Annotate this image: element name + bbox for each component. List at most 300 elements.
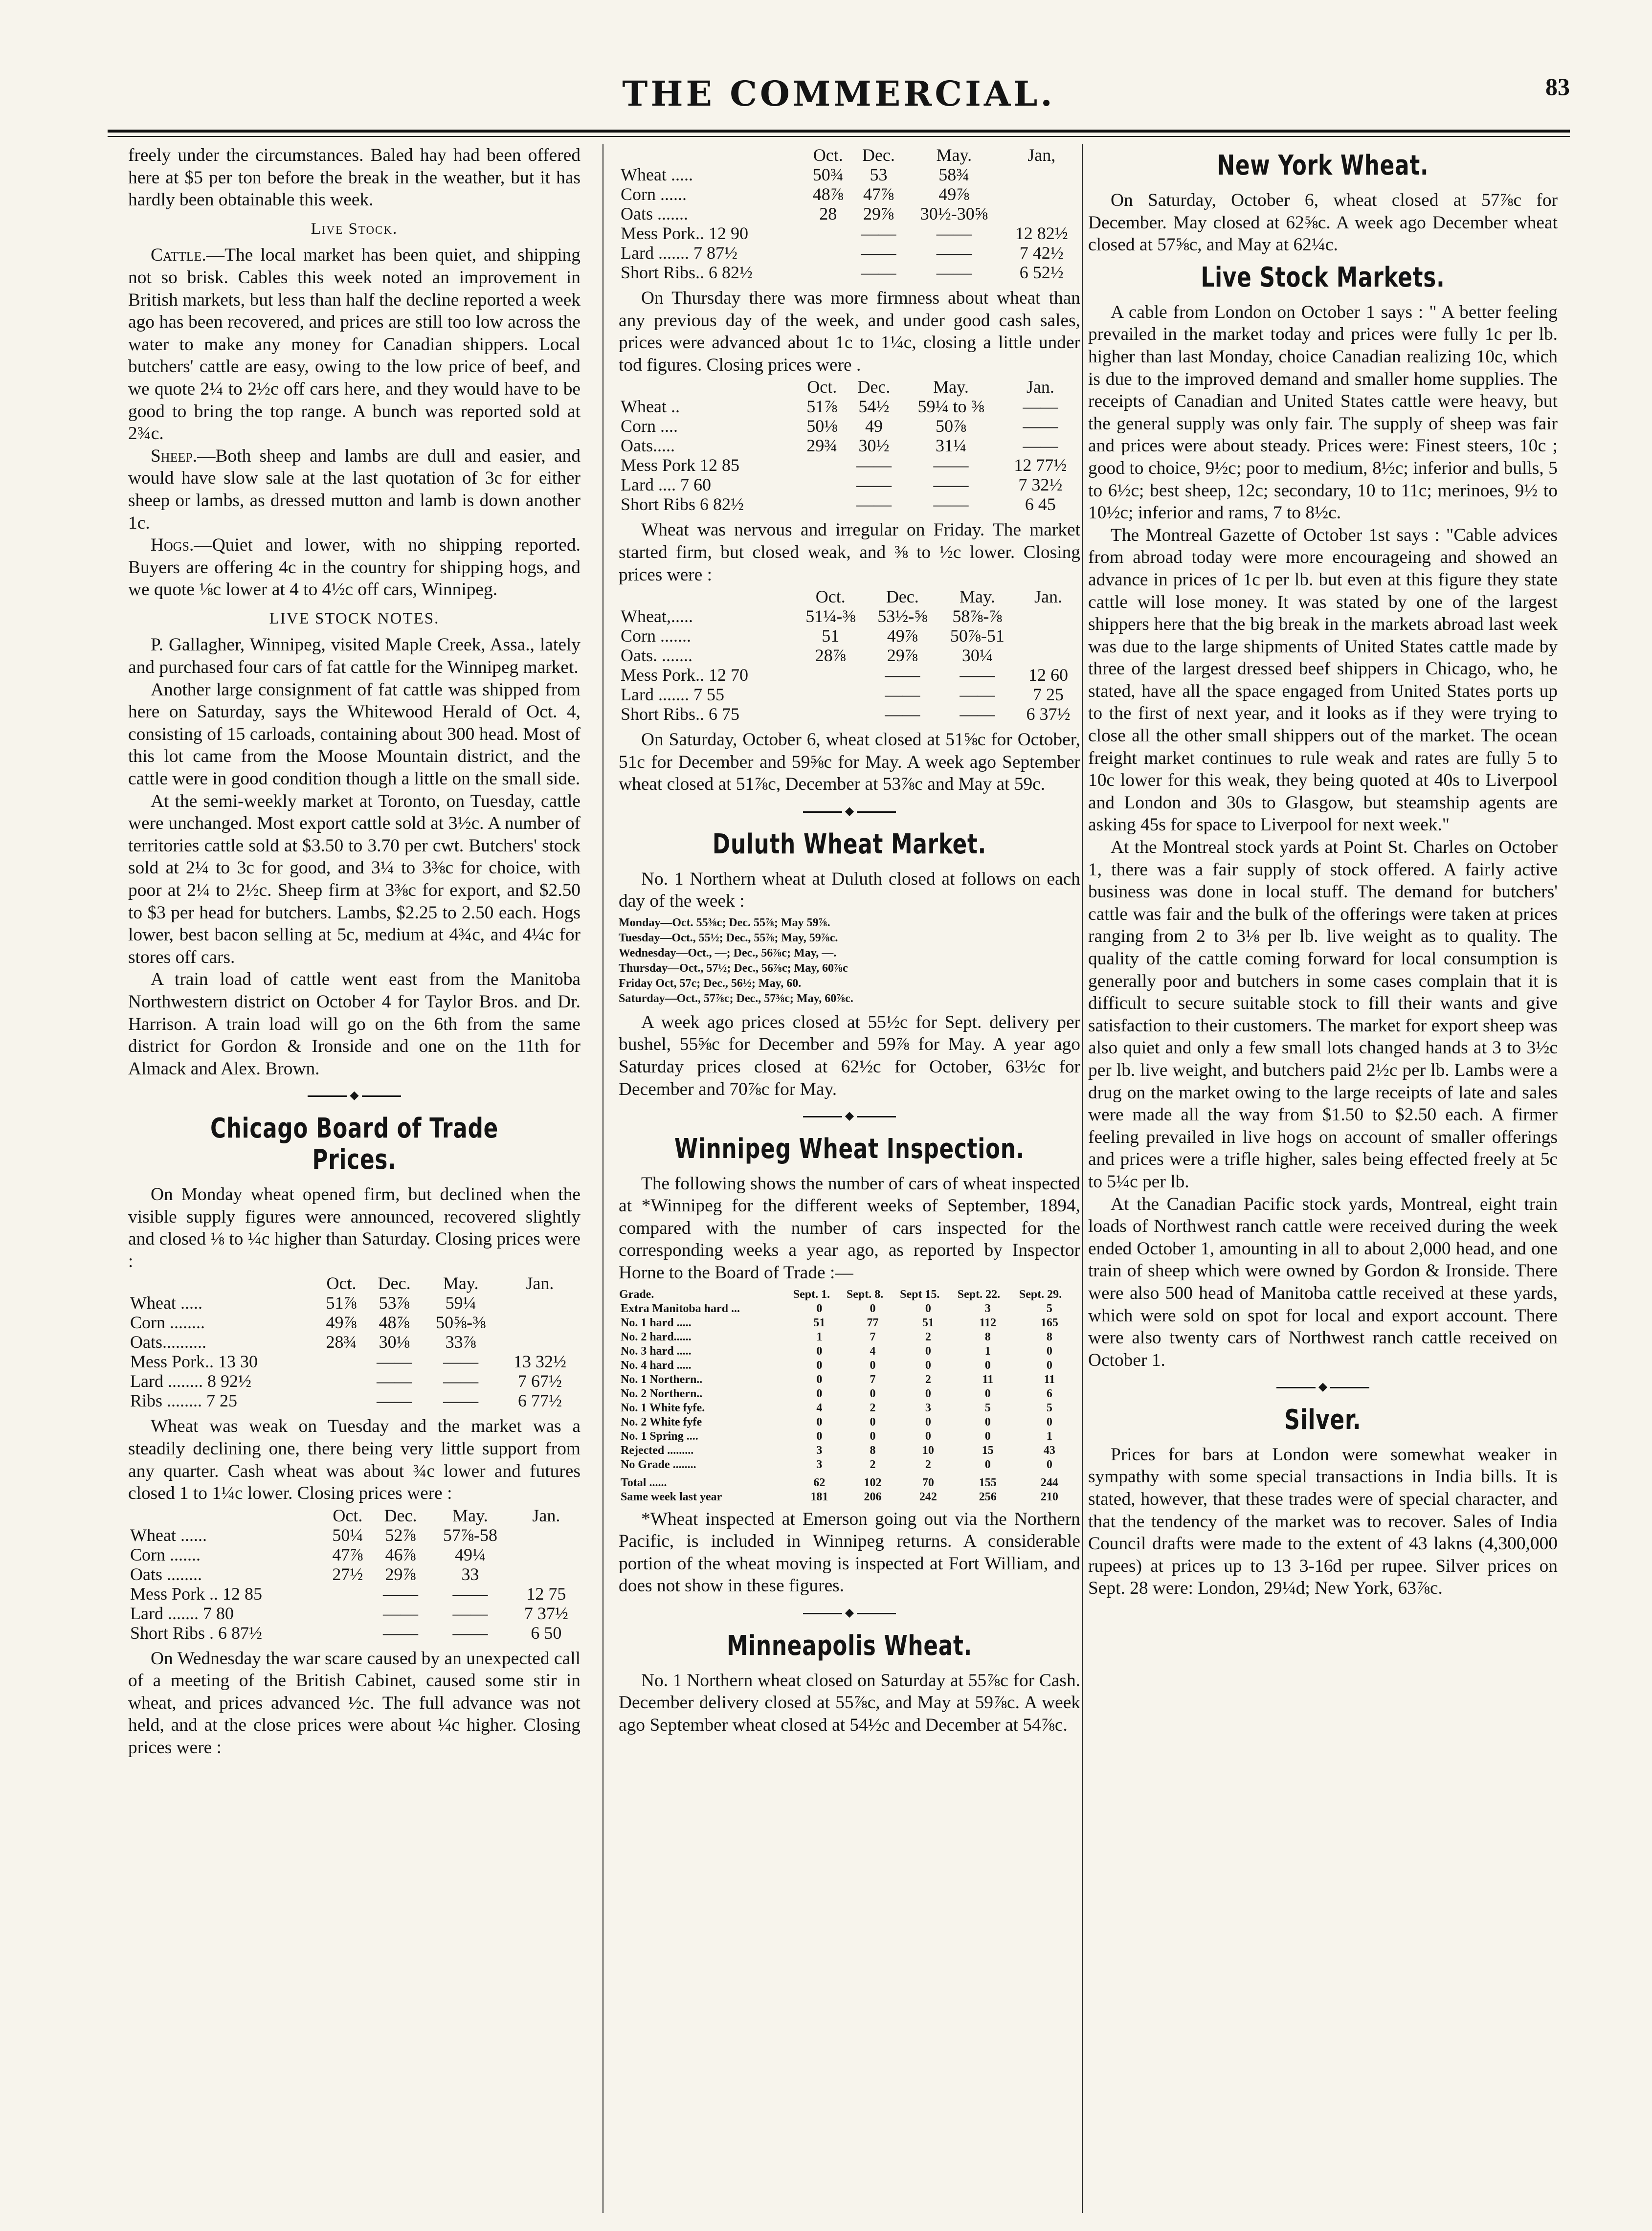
- price-cell: ——: [885, 685, 920, 705]
- price-cell: ——: [936, 243, 972, 263]
- commodity-cell: Wheat .....: [130, 1293, 202, 1313]
- column-header: Oct.: [815, 587, 846, 607]
- inspection-row: [619, 1444, 1080, 1458]
- count-cell: 2: [925, 1458, 931, 1471]
- hogs-paragraph: [128, 534, 580, 601]
- cpr-yards-paragraph: At the Canadian Pacific stock yards, Montreal, eight train loads of Northwest ranch cattle were received during the week ended October 1, amounting in all to about 2,000 head, and one train of sheep which were owned by Gordon & Ironside. There were also 500 head of Manitoba cattle received at these yards, which were sold on spot for local and export account. There were also twenty cars of Northwest ranch cattle received on October 1.: [1088, 1194, 1558, 1370]
- column-header: Dec.: [384, 1505, 417, 1525]
- column-header: Dec.: [857, 377, 891, 397]
- minneapolis-paragraph: No. 1 Northern wheat closed on Saturday at 55⅞c for Cash. December delivery closed at 55⅞c, and May at 59⅞c. A week ago September wheat closed at 54½c and December at 54⅞c.: [619, 1670, 1080, 1735]
- price-row: [619, 165, 1080, 184]
- count-cell: 3: [925, 1401, 931, 1414]
- price-cell: 47⅞: [332, 1544, 363, 1564]
- price-cell: 6 37½: [1026, 704, 1071, 724]
- inspection-row: [619, 1316, 1080, 1330]
- inspection-row: [619, 1490, 1080, 1504]
- price-cell: 50⅞: [936, 416, 966, 436]
- friday-paragraph: Wheat was nervous and irregular on Friday. The market started firm, but closed weak, and ⅜ to ½c lower. Closing prices were :: [619, 520, 1080, 585]
- price-cell: [499, 1293, 580, 1313]
- price-cell: 57⅞-58: [443, 1525, 497, 1545]
- price-cell: 27½: [332, 1564, 363, 1584]
- inspection-row: [619, 1359, 1080, 1373]
- price-row: [128, 1293, 580, 1313]
- price-cell: 7 42½: [1019, 243, 1064, 263]
- price-row: [619, 646, 1080, 665]
- count-cell: 112: [979, 1316, 997, 1329]
- inspection-table: [619, 1287, 1080, 1504]
- price-cell: 30¼: [961, 646, 993, 666]
- silver-heading: Silver.: [1284, 1404, 1362, 1436]
- column-header: May.: [936, 145, 972, 165]
- count-cell: 11: [982, 1373, 994, 1386]
- count-cell: 62: [813, 1476, 826, 1489]
- count-cell: 8: [870, 1444, 876, 1457]
- price-cell: 49¼: [454, 1544, 486, 1564]
- column-header: [619, 145, 804, 165]
- count-cell: 256: [979, 1490, 997, 1503]
- consignment-paragraph: Another large consignment of fat cattle was shipped from here on Saturday, says the Whitewood Herald of Oct. 4, consisting of 15 carloads, containing about 300 head. Most of this lot came from the Moose Mountain district, and the cattle were in good condition though a little on the small side.: [128, 679, 580, 789]
- commodity-cell: Mess Pork.. 12 70: [621, 665, 749, 685]
- price-cell: [795, 665, 867, 685]
- section-ornament: ◆: [128, 1085, 580, 1107]
- price-cell: 7 37½: [524, 1603, 568, 1623]
- price-cell: ——: [933, 475, 969, 495]
- price-cell: ——: [856, 455, 892, 475]
- column-1: [128, 144, 580, 2213]
- count-cell: 1: [816, 1330, 823, 1343]
- london-cable-paragraph: A cable from London on October 1 says : " A better feeling prevailed in the market today and prices were fully 1c per lb. higher than last Monday, choice Canadian realizing 10c, which is due to the improved demand and smaller home supplies. The receipts of Canadian and United States cattle were heavy, but the general supply was only fair. The supply of sheep was fair and prices were about steady. Prices were: Finest steers, 10c ; good to choice, 9½c; poor to medium, 8½c; inferior and bulls, 5 to 6½c; best sheep, 12c; secondary, 10 to 11c; merinoes, 9½ to 10½c; inferior and rams, 7 to 8½c.: [1088, 302, 1558, 523]
- count-cell: 8: [1046, 1330, 1052, 1343]
- price-row: [619, 397, 1080, 416]
- count-cell: 244: [1040, 1476, 1058, 1489]
- price-cell: 12 77½: [1014, 455, 1067, 475]
- price-cell: ——: [861, 243, 896, 263]
- count-cell: 0: [816, 1387, 823, 1400]
- monday-prices-table: [128, 1273, 580, 1410]
- duluth-day-line: Tuesday—Oct., 55½; Dec., 55⅞; May, 59⅞c.: [619, 931, 838, 944]
- count-cell: 1: [1046, 1429, 1052, 1443]
- price-row: [619, 704, 1080, 724]
- commodity-cell: Wheat,.....: [621, 606, 693, 626]
- column-header: Jan.: [1034, 587, 1062, 607]
- price-row: [619, 665, 1080, 685]
- column-header: [619, 587, 795, 606]
- gazette-paragraph: The Montreal Gazette of October 1st says : "Cable advices from abroad today were more encourageing and showed an advance in prices of 1c per lb. but even at this figure they state cattle will lose money. It was stated by one of the largest shippers here that the big break in the markets abroad last week was due to the large shipments of United States cattle made by three of the largest dressed beef shippers in Chicago, who, he stated, have all the space engaged from United States ports up to the first of next year, and it looks as if they were trying to close all the other small shippers out of the market. The ocean freight market continues to rule weak and rates are fully 5 to 10c lower for this weak, they being quoted at 40s to Liverpool and London and 30s to Glasgow, but steamship agents are asking 45s for space to Liverpool for next week.": [1088, 525, 1558, 835]
- price-cell: [1016, 646, 1080, 665]
- price-cell: [1016, 606, 1080, 626]
- price-cell: 6 45: [1025, 494, 1056, 514]
- count-cell: 0: [870, 1387, 876, 1400]
- grade-cell: No. 2 White fyfe: [621, 1415, 702, 1428]
- price-cell: [795, 704, 867, 724]
- commodity-cell: Mess Pork .. 12 85: [130, 1584, 263, 1604]
- price-cell: 28⅞: [815, 646, 846, 666]
- intro-paragraph: freely under the circumstances. Baled hay had been offered here at $5 per ton before the break in the weather, but it has hardly been obtainable this week.: [128, 145, 580, 210]
- count-cell: 4: [870, 1344, 876, 1358]
- price-cell: 28: [819, 204, 837, 223]
- column-header: May.: [933, 377, 969, 397]
- duluth-paragraph: No. 1 Northern wheat at Duluth closed at follows on each day of the week :: [619, 869, 1080, 912]
- count-cell: 15: [982, 1444, 994, 1457]
- count-cell: 0: [925, 1344, 931, 1358]
- price-row: [619, 626, 1080, 646]
- price-cell: 7 32½: [1018, 475, 1063, 495]
- price-cell: 50¼: [332, 1525, 363, 1545]
- commodity-cell: Mess Pork.. 13 30: [130, 1352, 258, 1372]
- count-cell: 0: [870, 1359, 876, 1372]
- section-ornament: ◆: [1088, 1376, 1558, 1399]
- minneapolis-heading: Minneapolis Wheat.: [726, 1629, 973, 1662]
- commodity-cell: Mess Pork.. 12 90: [621, 223, 749, 243]
- price-cell: 50⅝-⅜: [436, 1313, 486, 1333]
- price-cell: 50⅛: [806, 416, 838, 436]
- live-stock-markets-heading: Live Stock Markets.: [1201, 261, 1445, 293]
- count-cell: 4: [816, 1401, 823, 1414]
- emerson-paragraph: *Wheat inspected at Emerson going out via the Northern Pacific, is included in Winnipeg returns. A considerable portion of the wheat moving is inspected at Fort William, and does not show in these figures.: [619, 1509, 1080, 1596]
- commodity-cell: Short Ribs.. 6 82½: [621, 263, 753, 282]
- tuesday-prices-table: [128, 1506, 580, 1643]
- live-stock-notes-subhead: LIVE STOCK NOTES.: [269, 609, 440, 627]
- inspection-column-header: Sept 15.: [900, 1288, 940, 1301]
- price-cell: ——: [383, 1603, 419, 1623]
- count-cell: 6: [1046, 1387, 1052, 1400]
- inspection-row: [619, 1472, 1080, 1490]
- commodity-cell: Oats. .......: [621, 646, 692, 666]
- price-cell: ——: [960, 685, 995, 705]
- count-cell: 7: [870, 1330, 876, 1343]
- count-cell: 0: [925, 1302, 931, 1315]
- price-cell: [1016, 626, 1080, 646]
- commodity-cell: Short Ribs 6 82½: [621, 494, 744, 514]
- count-cell: 155: [979, 1476, 997, 1489]
- price-cell: [316, 1391, 366, 1410]
- count-cell: 0: [816, 1429, 823, 1443]
- price-cell: [316, 1352, 366, 1371]
- cattle-text: —The local market has been quiet, and shipping not so brisk. Cables this week noted an improvement in British markets, but less than half the decline reported a week ago has been recovered, and prices are still too low across the water to make any money for Canadian shippers. Local butchers' cattle are easy, owing to the low price of beef, and we quote 2¼ to 2½c off cars here, and they would have to be good to bring the top range. A bunch was reported sold at 2¾c.: [128, 245, 580, 444]
- price-row: [619, 263, 1080, 282]
- commodity-cell: Ribs ........ 7 25: [130, 1391, 238, 1411]
- count-cell: 0: [1046, 1458, 1052, 1471]
- price-cell: ——: [452, 1623, 488, 1643]
- count-cell: 0: [1046, 1344, 1052, 1358]
- price-cell: ——: [452, 1584, 488, 1604]
- price-cell: 51⅞: [326, 1293, 357, 1313]
- price-cell: [323, 1604, 373, 1623]
- winnipeg-heading: Winnipeg Wheat Inspection.: [674, 1133, 1025, 1165]
- column-header: [128, 1506, 323, 1525]
- price-cell: ——: [443, 1352, 479, 1372]
- wednesday-prices-table: [619, 145, 1080, 282]
- price-cell: ——: [885, 665, 920, 685]
- price-cell: 50¾: [812, 165, 844, 184]
- count-cell: 2: [870, 1401, 876, 1414]
- price-row: [619, 436, 1080, 455]
- price-cell: 51: [822, 626, 840, 646]
- commodity-cell: Wheat .....: [621, 165, 693, 184]
- grade-cell: No. 1 Spring ....: [621, 1429, 698, 1443]
- price-row: [128, 1545, 580, 1564]
- inspection-row: [619, 1344, 1080, 1359]
- count-cell: 102: [864, 1476, 882, 1489]
- price-row: [619, 184, 1080, 204]
- price-cell: 30⅛: [379, 1332, 410, 1352]
- price-cell: 6 52½: [1019, 263, 1064, 282]
- gallagher-paragraph: P. Gallagher, Winnipeg, visited Maple Creek, Assa., lately and purchased four cars of fat cattle for the Winnipeg market.: [128, 635, 580, 678]
- count-cell: 2: [925, 1330, 931, 1343]
- inspection-row: [619, 1330, 1080, 1344]
- price-cell: 59¼: [445, 1293, 476, 1313]
- friday-prices-table: [619, 587, 1080, 724]
- cattle-paragraph: [128, 244, 580, 445]
- price-cell: [804, 243, 852, 263]
- price-cell: 51⅞: [806, 397, 838, 417]
- price-cell: ——: [933, 494, 969, 514]
- duluth-day-line: Monday—Oct. 55⅜c; Dec. 55⅞; May 59⅞.: [619, 916, 830, 929]
- commodity-cell: Lard .... 7 60: [621, 475, 711, 495]
- new-york-paragraph: On Saturday, October 6, wheat closed at 57⅞c for December. May closed at 62⅝c. A week ago December wheat closed at 57⅝c, and May at 62¼c.: [1088, 190, 1558, 255]
- commodity-cell: Oats ........: [130, 1564, 202, 1584]
- price-row: [128, 1525, 580, 1545]
- price-cell: ——: [443, 1371, 479, 1391]
- price-cell: ——: [383, 1623, 419, 1643]
- header-rule: [108, 130, 1570, 133]
- price-row: [619, 606, 1080, 626]
- count-cell: 10: [922, 1444, 934, 1457]
- column-divider: [1082, 144, 1083, 2213]
- price-cell: ——: [1023, 436, 1058, 456]
- section-ornament: ◆: [619, 1602, 1080, 1625]
- grade-cell: No Grade ........: [621, 1458, 696, 1471]
- price-cell: [1003, 165, 1080, 184]
- grade-cell: No. 1 hard .....: [621, 1316, 692, 1329]
- inspection-column-header: Sept. 1.: [793, 1288, 830, 1301]
- section-ornament: ◆: [619, 801, 1080, 823]
- count-cell: 0: [1046, 1359, 1052, 1372]
- column-header: [128, 1273, 316, 1293]
- price-cell: [499, 1332, 580, 1352]
- price-cell: ——: [936, 223, 972, 243]
- count-cell: 77: [867, 1316, 879, 1329]
- price-cell: [499, 1313, 580, 1332]
- price-row: [619, 455, 1080, 475]
- price-row: [128, 1604, 580, 1623]
- monday-paragraph: On Monday wheat opened firm, but declined when the visible supply figures were announced, recovered slightly and closed ⅛ to ¼c higher than Saturday. Closing prices were :: [128, 1184, 580, 1272]
- header-rule-thin: [108, 136, 1570, 137]
- inspection-row: [619, 1373, 1080, 1387]
- inspection-column-header: Sept. 8.: [846, 1288, 884, 1301]
- count-cell: 43: [1043, 1444, 1055, 1457]
- commodity-cell: Lard ........ 8 92½: [130, 1371, 251, 1391]
- column-header: Dec.: [862, 145, 895, 165]
- count-cell: 2: [870, 1458, 876, 1471]
- price-cell: 46⅞: [385, 1544, 416, 1564]
- inspection-row: [619, 1429, 1080, 1444]
- count-cell: 242: [919, 1490, 937, 1503]
- duluth-day-line: Wednesday—Oct., —; Dec., 56⅞c; May, —.: [619, 946, 837, 959]
- price-row: [128, 1313, 580, 1332]
- price-cell: ——: [1023, 397, 1058, 417]
- count-cell: 0: [984, 1415, 991, 1428]
- count-cell: 1: [984, 1344, 991, 1358]
- sheep-label: Sheep.: [151, 446, 198, 466]
- price-cell: [804, 263, 852, 282]
- price-row: [619, 685, 1080, 704]
- price-cell: ——: [377, 1371, 412, 1391]
- price-cell: ——: [936, 263, 972, 282]
- inspection-row: [619, 1415, 1080, 1429]
- hogs-text: —Quiet and lower, with no shipping reported. Buyers are offering 4c in the country for shipping hogs, and we quote ⅛c lower at 4 to 4½c off cars, Winnipeg.: [128, 535, 580, 600]
- price-row: [619, 475, 1080, 494]
- hogs-label: Hogs.: [151, 535, 194, 556]
- grade-cell: No. 4 hard .....: [621, 1359, 692, 1372]
- price-cell: 48⅞: [812, 184, 844, 204]
- commodity-cell: Corn ....: [621, 416, 678, 436]
- price-cell: 49⅞: [326, 1313, 357, 1333]
- duluth-day-line: Saturday—Oct., 57⅞c; Dec., 57⅜c; May, 60⅞c.: [619, 992, 853, 1005]
- price-row: [128, 1623, 580, 1643]
- wednesday-paragraph: On Wednesday the war scare caused by an unexpected call of a meeting of the British Cabinet, caused some stir in wheat, and prices advanced ½c. The full advance was not held, and at the close prices were about ¼c higher. Closing prices were :: [128, 1648, 580, 1758]
- price-cell: [795, 685, 867, 704]
- price-cell: ——: [861, 223, 896, 243]
- duluth-week-ago-paragraph: A week ago prices closed at 55½c for Sept. delivery per bushel, 55⅝c for December and 59⅞ for May. A year ago Saturday prices closed at 62½c for October, 63½c for December and 70⅞c for May.: [619, 1012, 1080, 1099]
- price-cell: 47⅞: [863, 184, 894, 204]
- section-ornament: ◆: [619, 1105, 1080, 1128]
- column-3: [1088, 144, 1558, 2213]
- column-header: Oct.: [807, 377, 837, 397]
- commodity-cell: Short Ribs . 6 87½: [130, 1623, 263, 1643]
- price-cell: ——: [856, 475, 892, 495]
- price-cell: 7 25: [1032, 685, 1064, 705]
- column-header: May.: [960, 587, 995, 607]
- price-cell: [512, 1545, 580, 1564]
- count-cell: 0: [870, 1302, 876, 1315]
- count-cell: 70: [922, 1476, 934, 1489]
- cattle-label: Cattle.: [151, 245, 206, 266]
- commodity-cell: Short Ribs.. 6 75: [621, 704, 740, 724]
- price-row: [128, 1352, 580, 1371]
- commodity-cell: Corn .......: [130, 1544, 201, 1564]
- count-cell: 51: [922, 1316, 934, 1329]
- price-row: [128, 1332, 580, 1352]
- commodity-cell: Oats .......: [621, 204, 688, 223]
- price-cell: ——: [885, 704, 920, 724]
- thursday-paragraph: On Thursday there was more firmness about wheat than any previous day of the week, and under good cash sales, prices were advanced about 1c to 1¼c, closing a little under tod figures. Closing prices were .: [619, 288, 1080, 375]
- price-cell: ——: [377, 1391, 412, 1411]
- grade-cell: No. 1 White fyfe.: [621, 1401, 705, 1414]
- price-cell: [1003, 204, 1080, 223]
- count-cell: 0: [925, 1387, 931, 1400]
- price-row: [128, 1564, 580, 1584]
- column-header: Jan.: [1026, 377, 1054, 397]
- count-cell: 8: [984, 1330, 991, 1343]
- inspection-row: [619, 1387, 1080, 1401]
- train-paragraph: A train load of cattle went east from the Manitoba Northwestern district on October 4 for Taylor Bros. and Dr. Harrison. A train load will go on the 6th from the same district for Gordon & Ironside and one on the 11th for Almack and Alex. Brown.: [128, 969, 580, 1079]
- price-cell: [512, 1564, 580, 1584]
- price-cell: [798, 494, 847, 514]
- column-header: Jan.: [532, 1505, 560, 1525]
- price-row: [619, 204, 1080, 223]
- price-cell: 49⅞: [887, 626, 918, 646]
- count-cell: 0: [870, 1429, 876, 1443]
- price-cell: 12 60: [1028, 665, 1068, 685]
- live-stock-subhead: Live Stock.: [311, 220, 398, 238]
- price-cell: 49: [865, 416, 883, 436]
- price-cell: 29⅞: [385, 1564, 416, 1584]
- grade-cell: Total ......: [621, 1476, 667, 1489]
- grade-cell: No. 3 hard .....: [621, 1344, 692, 1358]
- price-cell: 30½: [858, 436, 890, 456]
- price-row: [128, 1584, 580, 1604]
- grade-cell: No. 2 Northern..: [621, 1387, 703, 1400]
- count-cell: 11: [1044, 1373, 1055, 1386]
- count-cell: 0: [816, 1302, 823, 1315]
- price-cell: [798, 475, 847, 494]
- count-cell: 0: [925, 1415, 931, 1428]
- silver-paragraph: Prices for bars at London were somewhat weaker in sympathy with some special transactions in India bills. It is stated, however, that these trades were of special character, and that the tendency of the market was to recover. Sales of India Council drafts were made to the extent of 43 lakns (4,300,000 rupees) at prices up to 13 3-16d per rupee. Silver prices on Sept. 28 were: London, 29¼d; New York, 63⅞c.: [1088, 1444, 1558, 1599]
- price-row: [619, 416, 1080, 436]
- grade-cell: No. 1 Northern..: [621, 1373, 703, 1386]
- count-cell: 3: [984, 1302, 991, 1315]
- inspection-row: [619, 1458, 1080, 1472]
- price-cell: 48⅞: [379, 1313, 410, 1333]
- toronto-paragraph: At the semi-weekly market at Toronto, on Tuesday, cattle were unchanged. Most export cattle sold at 3½c. A number of territories cattle sold at $3.50 to 3.70 per cwt. Butchers' stock sold at 2¼ to 3c for good, and 3¼ to 3⅜c for choice, with poor at 2¼ to 2½c. Sheep firm at 3⅜c for export, and $2.50 to $3 per head for butchers. Lambs, $2.25 to 2.50 each. Hogs lower, best bacon selling at 5c, medium at 4¾c, and 4¼c for stores off cars.: [128, 791, 580, 967]
- price-cell: ——: [1023, 416, 1058, 436]
- count-cell: 0: [925, 1359, 931, 1372]
- commodity-cell: Oats.....: [621, 436, 675, 456]
- commodity-cell: Wheat ......: [130, 1525, 207, 1545]
- masthead: [108, 68, 1570, 122]
- sheep-paragraph: [128, 445, 580, 534]
- count-cell: 5: [1046, 1302, 1052, 1315]
- duluth-day-line: Friday Oct, 57c; Dec., 56½; May, 60.: [619, 977, 802, 990]
- count-cell: 5: [984, 1401, 991, 1414]
- price-cell: 49⅞: [938, 184, 970, 204]
- price-row: [619, 223, 1080, 243]
- page-number: 83: [1545, 73, 1570, 100]
- commodity-cell: Mess Pork 12 85: [621, 455, 740, 475]
- price-cell: 29¾: [806, 436, 838, 456]
- winnipeg-paragraph: The following shows the number of cars of wheat inspected at *Winnipeg for the different weeks of September, 1894, compared with the number of cars inspected for the corresponding weeks a year ago, as reported by Inspector Horne to the Board of Trade :—: [619, 1173, 1080, 1283]
- price-cell: [316, 1371, 366, 1391]
- column-header: [619, 377, 798, 397]
- count-cell: 7: [870, 1373, 876, 1386]
- newspaper-title: THE COMMERCIAL.: [622, 73, 1055, 114]
- price-cell: 12 75: [526, 1584, 566, 1604]
- grade-cell: Extra Manitoba hard ...: [621, 1302, 740, 1315]
- column-header: Oct.: [326, 1273, 357, 1294]
- count-cell: 210: [1040, 1490, 1058, 1503]
- count-cell: 3: [816, 1444, 823, 1457]
- price-row: [128, 1391, 580, 1410]
- column-header: Oct.: [813, 145, 843, 165]
- duluth-heading: Duluth Wheat Market.: [712, 828, 987, 860]
- price-cell: 51¼-⅜: [805, 606, 856, 626]
- price-cell: 58¾: [938, 165, 970, 184]
- montreal-yards-paragraph: At the Montreal stock yards at Point St. Charles on October 1, there was a fair supply of stock offered. A fairly active business was done in local stuff. The demand for butchers' cattle was fair and the bulk of the offerings were taken at prices ranging from 2 to 3⅛ per lb. live weight as to quality. The quality of the cattle coming forward for local consumption is generally poor and butchers in some cases complain that it is difficult to secure suitable stock to fill their wants and give satisfaction to their customers. The market for export sheep was also quiet and only a few small lots changed hands at 3 to 3½c per lb. live weight, and butchers paid 2½c per lb. Lambs were a drug on the market owing to the large receipts of late and sales were made all the way from $1.50 to $2.50 each. A firmer feeling prevailed in live hogs on account of smaller offerings and prices were a trifle higher, sales being effected freely at 5c to 5¼c per lb.: [1088, 837, 1558, 1192]
- price-cell: 12 82½: [1015, 223, 1068, 243]
- count-cell: 0: [984, 1458, 991, 1471]
- price-cell: [323, 1584, 373, 1604]
- price-cell: 30½-30⅝: [920, 204, 988, 223]
- price-cell: ——: [960, 665, 995, 685]
- price-cell: ——: [377, 1352, 412, 1372]
- column-header: Dec.: [886, 587, 919, 607]
- count-cell: 0: [984, 1359, 991, 1372]
- saturday-paragraph: On Saturday, October 6, wheat closed at 51⅝c for October, 51c for December and 59⅝c for May. A week ago September wheat closed at 51⅞c, December at 53⅞c and May at 59c.: [619, 730, 1080, 795]
- price-cell: 54½: [858, 397, 890, 417]
- price-cell: [323, 1623, 373, 1643]
- column-header: Jan.: [526, 1273, 554, 1294]
